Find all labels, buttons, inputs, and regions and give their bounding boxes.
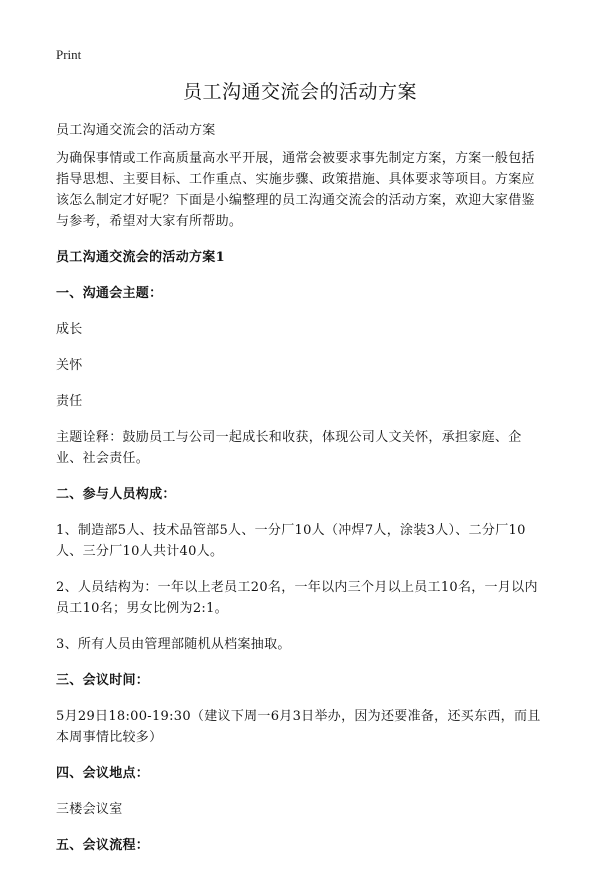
page-title: 员工沟通交流会的活动方案 (182, 81, 417, 103)
intro-paragraph: 为确保事情或工作高质量高水平开展，通常会被要求事先制定方案，方案一般包括指导思想、主要目标、工作重点、实施步骤、政策措施、具体要求等项目。方案应该怎么制定才好呢？下面是小编整理的员工沟通交流会的活动方案，欢迎大家借鉴与参考，希望对大家有所帮助。 (56, 151, 535, 229)
theme-explanation: 主题诠释：鼓励员工与公司一起成长和收获，体现公司人文关怀，承担家庭、企业、社会责任。 (56, 430, 522, 466)
location-heading: 四、会议地点： (56, 766, 150, 781)
theme-heading: 一、沟通会主题： (56, 286, 163, 301)
location-text: 三楼会议室 (56, 802, 123, 817)
participants-item-1: 1、制造部5人、技术品管部5人、一分厂10人（冲焊7人，涂装3人）、二分厂10人、三分厂10人共计40人。 (56, 523, 526, 559)
process-heading: 五、会议流程： (56, 838, 150, 853)
theme-item-responsibility: 责任 (56, 394, 83, 409)
time-heading: 三、会议时间： (56, 673, 150, 688)
print-link[interactable]: Print (56, 47, 82, 62)
participants-item-2: 2、人员结构为：一年以上老员工20名，一年以内三个月以上员工10名，一月以内员工10名；男女比例为2:1。 (56, 580, 538, 616)
participants-heading: 二、参与人员构成： (56, 487, 176, 502)
theme-item-growth: 成长 (56, 322, 83, 337)
document-subtitle: 员工沟通交流会的活动方案 (56, 123, 216, 138)
time-text: 5月29日18:00-19:30（建议下周一6月3日举办，因为还要准备，还买东西，而且本周事情比较多） (56, 709, 541, 745)
theme-item-care: 关怀 (56, 358, 83, 373)
section-title: 员工沟通交流会的活动方案1 (56, 250, 225, 265)
document-body (56, 120, 546, 871)
participants-item-3: 3、所有人员由管理部随机从档案抽取。 (56, 637, 291, 652)
